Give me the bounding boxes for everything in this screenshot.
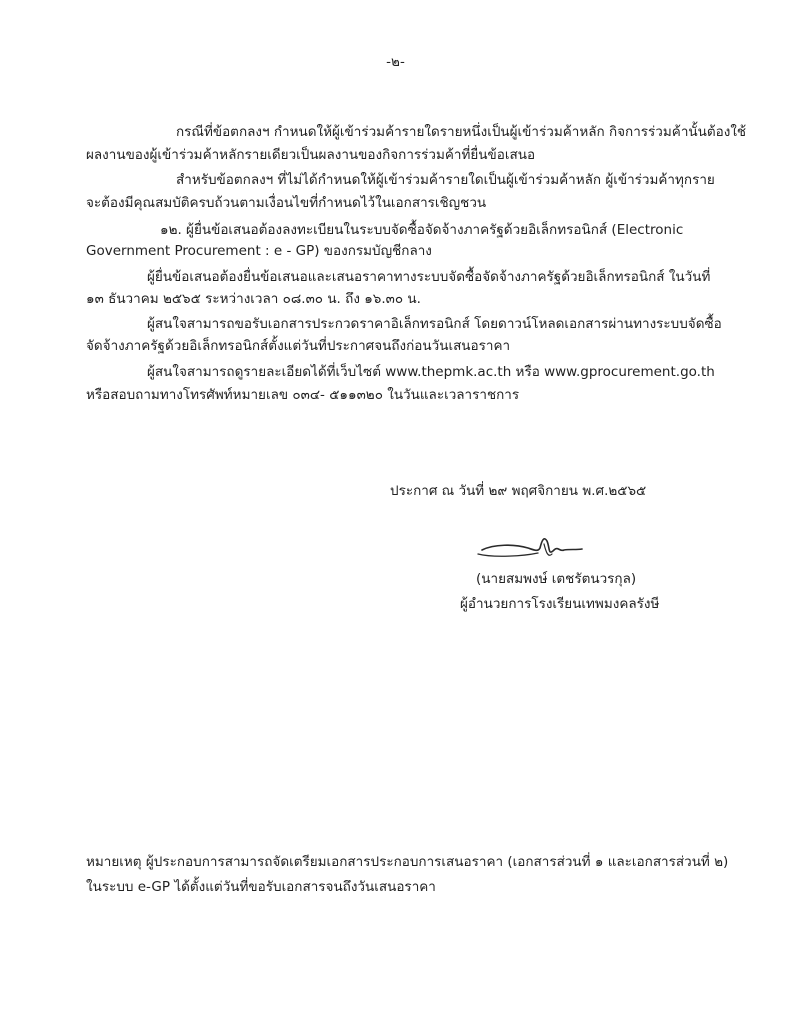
paragraph-3-line-2: Government Procurement : e - GP) ของกรมบัญชีกลาง [86,243,432,259]
note-line-1: หมายเหตุ ผู้ประกอบการสามารถจัดเตรียมเอกสารประกอบการเสนอราคา (เอกสารส่วนที่ ๑ และเอกสารส่วนที่ ๒) [86,854,729,870]
signer-name: (นายสมพงษ์ เตชรัตนวรกุล) [476,571,637,587]
signer-position: ผู้อำนวยการโรงเรียนเทพมงคลรังษี [460,596,660,612]
announcement-date: ประกาศ ณ วันที่ ๒๙ พฤศจิกายน พ.ศ.๒๕๖๕ [390,483,647,499]
paragraph-5-line-2: จัดจ้างภาครัฐด้วยอิเล็กทรอนิกส์ตั้งแต่วันที่ประกาศจนถึงก่อนวันเสนอราคา [86,338,511,354]
paragraph-5-line-1: ผู้สนใจสามารถขอรับเอกสารประกวดราคาอิเล็กทรอนิกส์ โดยดาวน์โหลดเอกสารผ่านทางระบบจัดซื้อ [147,316,722,332]
paragraph-4-line-2: ๑๓ ธันวาคม ๒๕๖๕ ระหว่างเวลา ๐๘.๓๐ น. ถึง ๑๖.๓๐ น. [86,291,421,307]
page-number: -๒- [386,54,405,70]
paragraph-2-line-1: สำหรับข้อตกลงฯ ที่ไม่ได้กำหนดให้ผู้เข้าร่วมค้ารายใดเป็นผู้เข้าร่วมค้าหลัก ผู้เข้าร่วมค้าทุกราย [176,172,715,188]
paragraph-2-line-2: จะต้องมีคุณสมบัติครบถ้วนตามเงื่อนไขที่กำหนดไว้ในเอกสารเชิญชวน [86,195,487,211]
paragraph-3-line-1: ๑๒. ผู้ยื่นข้อเสนอต้องลงทะเบียนในระบบจัดซื้อจัดจ้างภาครัฐด้วยอิเล็กทรอนิกส์ (Electronic [160,222,684,238]
paragraph-1-line-1: กรณีที่ข้อตกลงฯ กำหนดให้ผู้เข้าร่วมค้ารายใดรายหนึ่งเป็นผู้เข้าร่วมค้าหลัก กิจการร่วมค้านั้นต้องใช้ [176,124,747,140]
paragraph-4-line-1: ผู้ยื่นข้อเสนอต้องยื่นข้อเสนอและเสนอราคาทางระบบจัดซื้อจัดจ้างภาครัฐด้วยอิเล็กทรอนิกส์ ในวันที่ [147,269,711,285]
paragraph-1-line-2: ผลงานของผู้เข้าร่วมค้าหลักรายเดียวเป็นผลงานของกิจการร่วมค้าที่ยื่นข้อเสนอ [86,147,536,163]
paragraph-6-line-2: หรือสอบถามทางโทรศัพท์หมายเลข ๐๓๔- ๕๑๑๓๒๐ ในวันและเวลาราชการ [86,387,520,403]
note-line-2: ในระบบ e-GP ได้ตั้งแต่วันที่ขอรับเอกสารจนถึงวันเสนอราคา [86,879,436,895]
paragraph-6-line-1: ผู้สนใจสามารถดูรายละเอียดได้ที่เว็บไซต์ www.thepmk.ac.th หรือ www.gprocurement.go.th [147,364,715,380]
signature [474,528,584,568]
